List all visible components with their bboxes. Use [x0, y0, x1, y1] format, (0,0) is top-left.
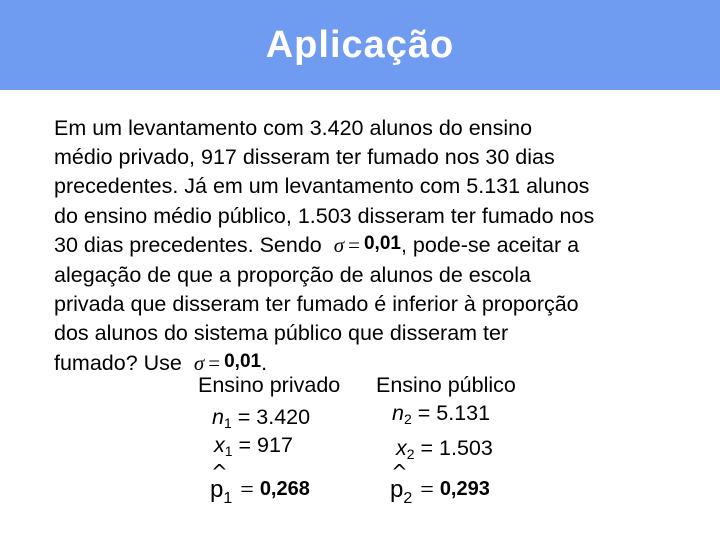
n-symbol: n	[212, 405, 224, 429]
problem-text	[54, 114, 674, 379]
x2-subscript: 2	[406, 446, 415, 462]
p-hat-symbol: p ^	[390, 460, 408, 503]
n2-subscript: 2	[403, 411, 412, 427]
p2-value: 0,293	[439, 478, 490, 500]
hat-icon: ^	[391, 460, 408, 484]
n1-value: = 3.420	[231, 405, 311, 429]
n1-cell	[212, 405, 310, 430]
header-public: Ensino público	[376, 373, 516, 397]
n2-cell	[392, 401, 490, 426]
x-symbol: x	[214, 433, 225, 457]
x2-cell	[396, 436, 493, 461]
sigma-symbol: σ	[193, 350, 205, 375]
text-line-with-sigma	[54, 349, 674, 379]
x1-subscript: 1	[224, 443, 233, 459]
header-private: Ensino privado	[198, 373, 341, 397]
text-fragment: , pode-se aceitar a	[400, 232, 580, 257]
text-line: precedentes. Já em um levantamento com 5.131 alunos	[54, 174, 590, 199]
text-fragment: fumado? Use	[54, 350, 182, 375]
x1-cell	[214, 433, 293, 458]
equals-sign: =	[240, 477, 254, 503]
text-line: Em um levantamento com 3.420 alunos do ensino	[54, 116, 533, 140]
sigma-value: 0,01	[363, 232, 401, 254]
equals-sign: =	[420, 477, 434, 503]
p2-hat-cell	[390, 460, 490, 508]
n1-subscript: 1	[223, 415, 232, 431]
text-line: dos alunos do sistema público que disseram ter	[54, 321, 509, 346]
text-line-with-sigma	[54, 231, 674, 261]
p1-hat-cell	[210, 460, 310, 508]
text-line: privada que disseram ter fumado é inferior à proporção	[54, 292, 579, 317]
p1-subscript: 1	[223, 490, 233, 507]
p-hat-symbol: p ^	[210, 460, 228, 503]
p2-subscript: 2	[403, 490, 413, 507]
text-fragment: 30 dias precedentes. Sendo	[54, 232, 322, 257]
period: .	[261, 350, 268, 375]
sigma-value: 0,01	[224, 350, 262, 372]
equals-sign: =	[348, 232, 360, 257]
hat-icon: ^	[211, 460, 228, 484]
text-line: do ensino médio público, 1.503 disseram ter fumado nos	[54, 203, 595, 228]
slide-title: Aplicação	[265, 24, 455, 66]
text-line: médio privado, 917 disseram ter fumado nos 30 dias	[54, 145, 555, 170]
x-symbol: x	[396, 436, 407, 460]
text-line: alegação de que a proporção de alunos de escola	[54, 263, 531, 288]
p1-value: 0,268	[259, 478, 310, 500]
n-symbol: n	[392, 401, 404, 425]
n2-value: = 5.131	[411, 401, 491, 425]
x1-value: = 917	[232, 433, 293, 457]
equals-sign: =	[208, 350, 221, 375]
x2-value: = 1.503	[414, 436, 493, 460]
sigma-symbol: σ	[333, 232, 345, 257]
